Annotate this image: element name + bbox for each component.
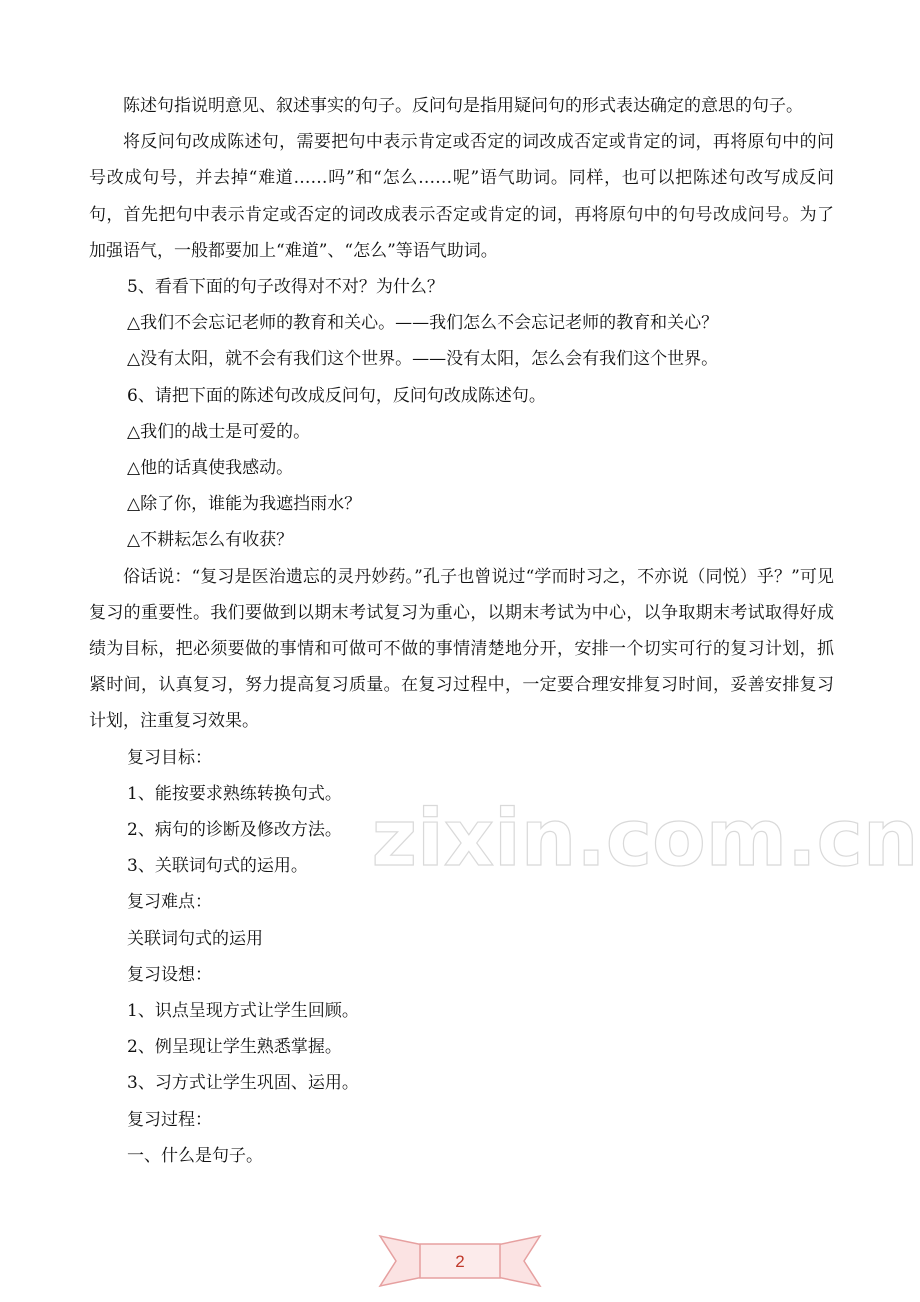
paragraph: 1、能按要求熟练转换句式。 <box>127 783 342 804</box>
paragraph: 6、请把下面的陈述句改成反问句，反问句改成陈述句。 <box>127 385 546 406</box>
paragraph: 3、习方式让学生巩固、运用。 <box>127 1073 359 1094</box>
paragraph: △他的话真使我感动。 <box>127 458 294 479</box>
paragraph: △不耕耘怎么有收获？ <box>127 530 294 551</box>
paragraph: △我们的战士是可爱的。 <box>127 421 311 442</box>
paragraph: △除了你，谁能为我遮挡雨水？ <box>127 494 362 515</box>
paragraph: 俗话说：“复习是医治遗忘的灵丹妙药。”孔子也曾说过“学而时习之，不亦说（同悦）乎？”可见复习的重要性。我们要做到以期末考试复习为重心，以期末考试为中心，以争取期末考试取得好成绩为目标，把必须要做的事情和可做可不做的事情清楚地分开，安排一个切实可行的复习计划，抓紧时间，认真复习，努力提高复习质量。在复习过程中，一定要合理安排复习时间，妥善安排复习计划，注重复习效果。 <box>89 566 834 732</box>
paragraph: 陈述句指说明意见、叙述事实的句子。反问句是指用疑问句的形式表达确定的意思的句子。 <box>123 96 803 116</box>
paragraph: 复习目标： <box>127 747 212 768</box>
paragraph: 2、例呈现让学生熟悉掌握。 <box>127 1037 342 1058</box>
paragraph: 5、看看下面的句子改得对不对？为什么？ <box>127 277 444 298</box>
document-body <box>89 88 834 1174</box>
paragraph: 2、病句的诊断及修改方法。 <box>127 820 342 841</box>
paragraph: 将反问句改成陈述句，需要把句中表示肯定或否定的词改成否定或肯定的词，再将原句中的问号改成句号，并去掉“难道……吗”和“怎么……呢”语气助词。同样，也可以把陈述句改写成反问句，首先把句中表示肯定或否定的词改成表示否定或肯定的词，再将原句中的句号改成问号。为了加强语气，一般都要加上“难道”、“怎么”等语气助词。 <box>89 132 834 261</box>
paragraph: 3、关联词句式的运用。 <box>127 856 308 877</box>
paragraph: 复习难点： <box>127 892 212 913</box>
paragraph: △我们不会忘记老师的教育和关心。——我们怎么不会忘记老师的教育和关心？ <box>127 313 719 334</box>
paragraph: 复习过程： <box>127 1109 212 1130</box>
paragraph: 一、什么是句子。 <box>127 1145 263 1166</box>
watermark-text: zixin.com.cn <box>371 794 919 884</box>
paragraph: 1、识点呈现方式让学生回顾。 <box>127 1001 359 1022</box>
paragraph: 复习设想： <box>127 964 212 985</box>
paragraph: △没有太阳，就不会有我们这个世界。——没有太阳，怎么会有我们这个世界。 <box>127 349 719 370</box>
page-number: 2 <box>455 1252 465 1271</box>
paragraph: 关联词句式的运用 <box>127 928 263 949</box>
